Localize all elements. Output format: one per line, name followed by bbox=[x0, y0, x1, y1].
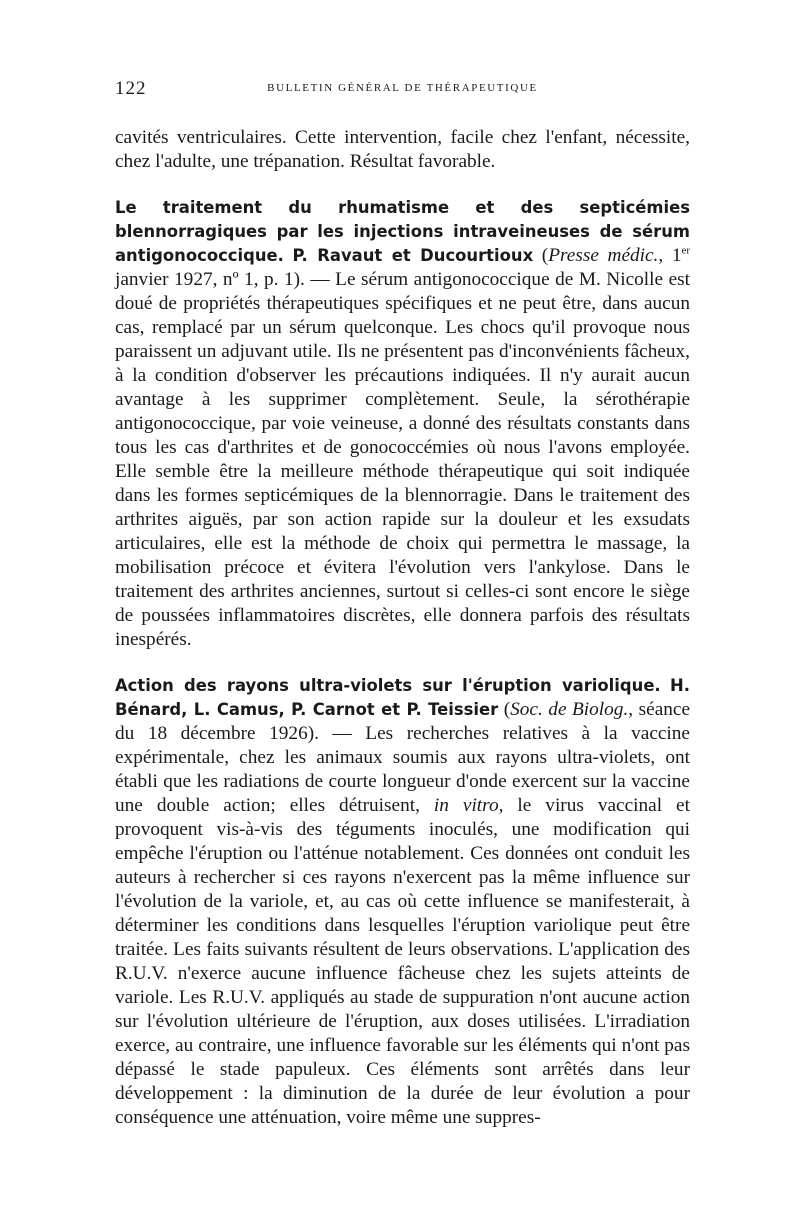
article-2-in-vitro: in vitro bbox=[433, 795, 499, 816]
article-2-authors: H. Bénard, L. Camus, P. Carnot et P. Teissier bbox=[115, 676, 690, 719]
article-1-title: Le traitement du rhumatisme et des septicémies blennorragiques par les injections intraveineuses de sérum antigonococcique. bbox=[115, 198, 690, 265]
article-1-date-post: janvier 1927, nº 1, p. 1). bbox=[115, 269, 305, 290]
article-2-title: Action des rayons ultra-violets sur l'éruption variolique. bbox=[115, 676, 661, 695]
article-1-date-sup: er bbox=[681, 244, 691, 257]
document-page bbox=[115, 78, 690, 1130]
article-2 bbox=[115, 674, 690, 1130]
intro-paragraph bbox=[115, 126, 690, 174]
intro-text: cavités ventriculaires. Cette intervention, facile chez l'enfant, nécessite, chez l'adulte, une trépanation. Résultat favorable. bbox=[115, 127, 690, 172]
article-1-journal: Presse médic. bbox=[548, 245, 659, 266]
article-2-journal: Soc. de Biolog. bbox=[510, 699, 629, 720]
article-1-source-open: ( bbox=[541, 245, 549, 266]
article-2-source-open: ( bbox=[503, 699, 511, 720]
article-1-authors: P. Ravaut et Ducourtioux bbox=[292, 246, 534, 265]
article-2-body-b: , le virus vaccinal et provoquent vis-à-vis des téguments inoculés, une modification qui empêche l'éruption ou l'atténue notablement. Ces données ont conduit les auteurs à rechercher si ces rayons n'exercent pas la même influence sur l'évolution de la variole, et, au cas où cette influence se manifesterait, à déterminer les conditions dans lesquelles l'éruption variolique peut être traitée. Les faits suivants résultent de leurs observations. L'application des R.U.V. n'exerce aucune influence fâcheuse chez les sujets atteints de variole. Les R.U.V. appliqués au stade de suppuration n'ont aucune action sur l'évolution ultérieure de l'éruption, aux doses utilisées. L'irradiation exerce, au contraire, une influence favorable sur les éléments qui n'ont pas dépassé le stade papuleux. Ces éléments sont arrêtés dans leur développement : la diminution de la durée de leur évolution a pour conséquence une atténuation, voire même une suppres- bbox=[115, 795, 690, 1128]
article-1-date-pre: , 1 bbox=[658, 245, 682, 266]
page-number: 122 bbox=[115, 78, 147, 99]
article-1-body: — Le sérum antigonococcique de M. Nicolle est doué de propriétés thérapeutiques spécifiques et ne peut être, dans aucun cas, remplacé par un sérum quelconque. Les chocs qu'il provoque nous paraissent un adjuvant utile. Ils ne présentent pas d'inconvénients fâcheux, à la condition d'observer les précautions indiquées. Il n'y aurait aucun avantage à les supprimer complètement. Seule, la sérothérapie antigonococcique, par voie veineuse, a donné des résultats constants dans tous les cas d'arthrites et de gonococcémies où nous l'avons employée. Elle semble être la meilleure méthode thérapeutique qui soit indiquée dans les formes septicémiques de la blennorragie. Dans le traitement des arthrites aiguës, par son action rapide sur la douleur et les exsudats articulaires, elle est la méthode de choix qui permettra le massage, la mobilisation précoce et évitera l'évolution vers l'ankylose. Dans le traitement des arthrites anciennes, surtout si celles-ci sont encore le siège de poussées inflammatoires discrètes, elle donnera parfois des résultats inespérés. bbox=[115, 269, 690, 650]
running-header bbox=[115, 78, 690, 100]
article-1 bbox=[115, 196, 690, 652]
article-2-source-post: , séance du 18 décembre 1926). bbox=[115, 699, 691, 744]
running-title: BULLETIN GÉNÉRAL DE THÉRAPEUTIQUE bbox=[267, 82, 538, 94]
article-2-body-a: — Les recherches relatives à la vaccine expérimentale, chez les animaux soumis aux rayons ultra-violets, ont établi que les radiations de courte longueur d'onde exercent sur la vaccine une double action; elles détruisent, bbox=[115, 723, 690, 816]
